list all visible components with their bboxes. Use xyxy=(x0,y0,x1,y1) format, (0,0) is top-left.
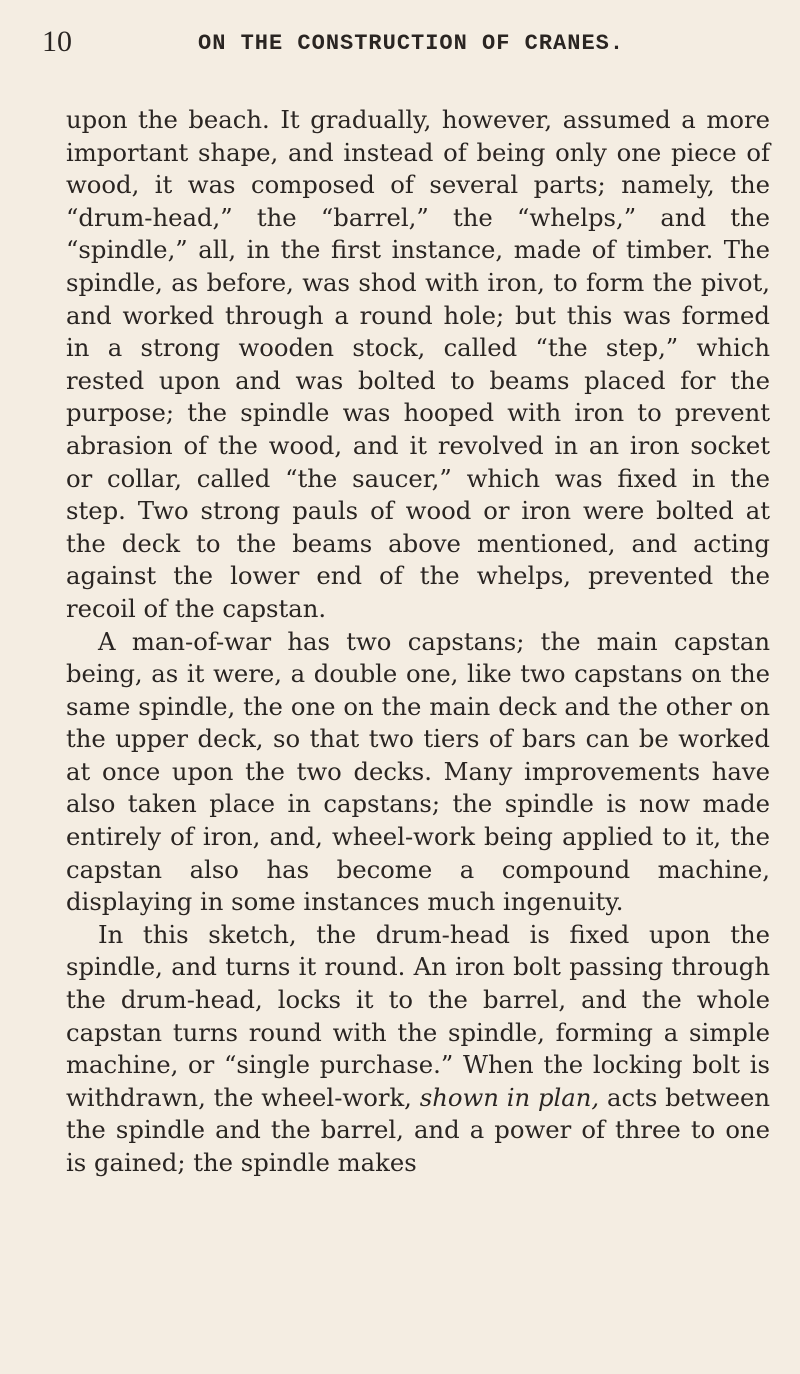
paragraph-capstan-history: upon the beach. It gradually, however, assumed a more important shape, and instead of being only one piece of wood, it was composed of several parts; namely, the “drum-head,” the “barrel,” the “whelps,” and the “spindle,” all, in the first instance, made of timber. The spindle, as before, was shod with iron, to form the pivot, and worked through a round hole; but this was formed in a strong wooden stock, called “the step,” which rested upon and was bolted to beams placed for the purpose; the spindle was hooped with iron to prevent abrasion of the wood, and it revolved in an iron socket or collar, called “the saucer,” which was fixed in the step. Two strong pauls of wood or iron were bolted at the deck to the beams above mentioned, and acting against the lower end of the whelps, prevented the recoil of the capstan. xyxy=(66,105,770,623)
paragraph-man-of-war: A man-of-war has two capstans; the main capstan being, as it were, a double one, like two capstans on the same spindle, the one on the main deck and the other on the upper deck, so that two tiers of bars can be worked at once upon the two decks. Many improvements have also taken place in capstans; the spindle is now made entirely of iron, and, wheel-work being applied to it, the capstan also has become a compound machine, displaying in some instances much ingenuity. xyxy=(66,626,770,917)
paragraph-sketch-text-2: acts between the spindle and the barrel, and a power of three to one is gained; the spindle makes xyxy=(66,1082,770,1177)
page-number: 10 xyxy=(42,25,72,58)
paragraph-sketch-italic: shown in plan, xyxy=(419,1082,600,1112)
running-head xyxy=(42,22,770,66)
paragraph-sketch-text-1: In this sketch, the drum-head is fixed upon the spindle, and turns it round. An iron bolt passing through the drum-head, locks it to the barrel, and the whole capstan turns round with the spindle, forming a simple machine, or “single purchase.” When the locking bolt is withdrawn, the wheel-work, xyxy=(66,919,770,1112)
running-title: ON THE CONSTRUCTION OF CRANES. xyxy=(198,31,625,56)
body-text xyxy=(66,104,770,1180)
paragraph-sketch xyxy=(66,919,770,1180)
